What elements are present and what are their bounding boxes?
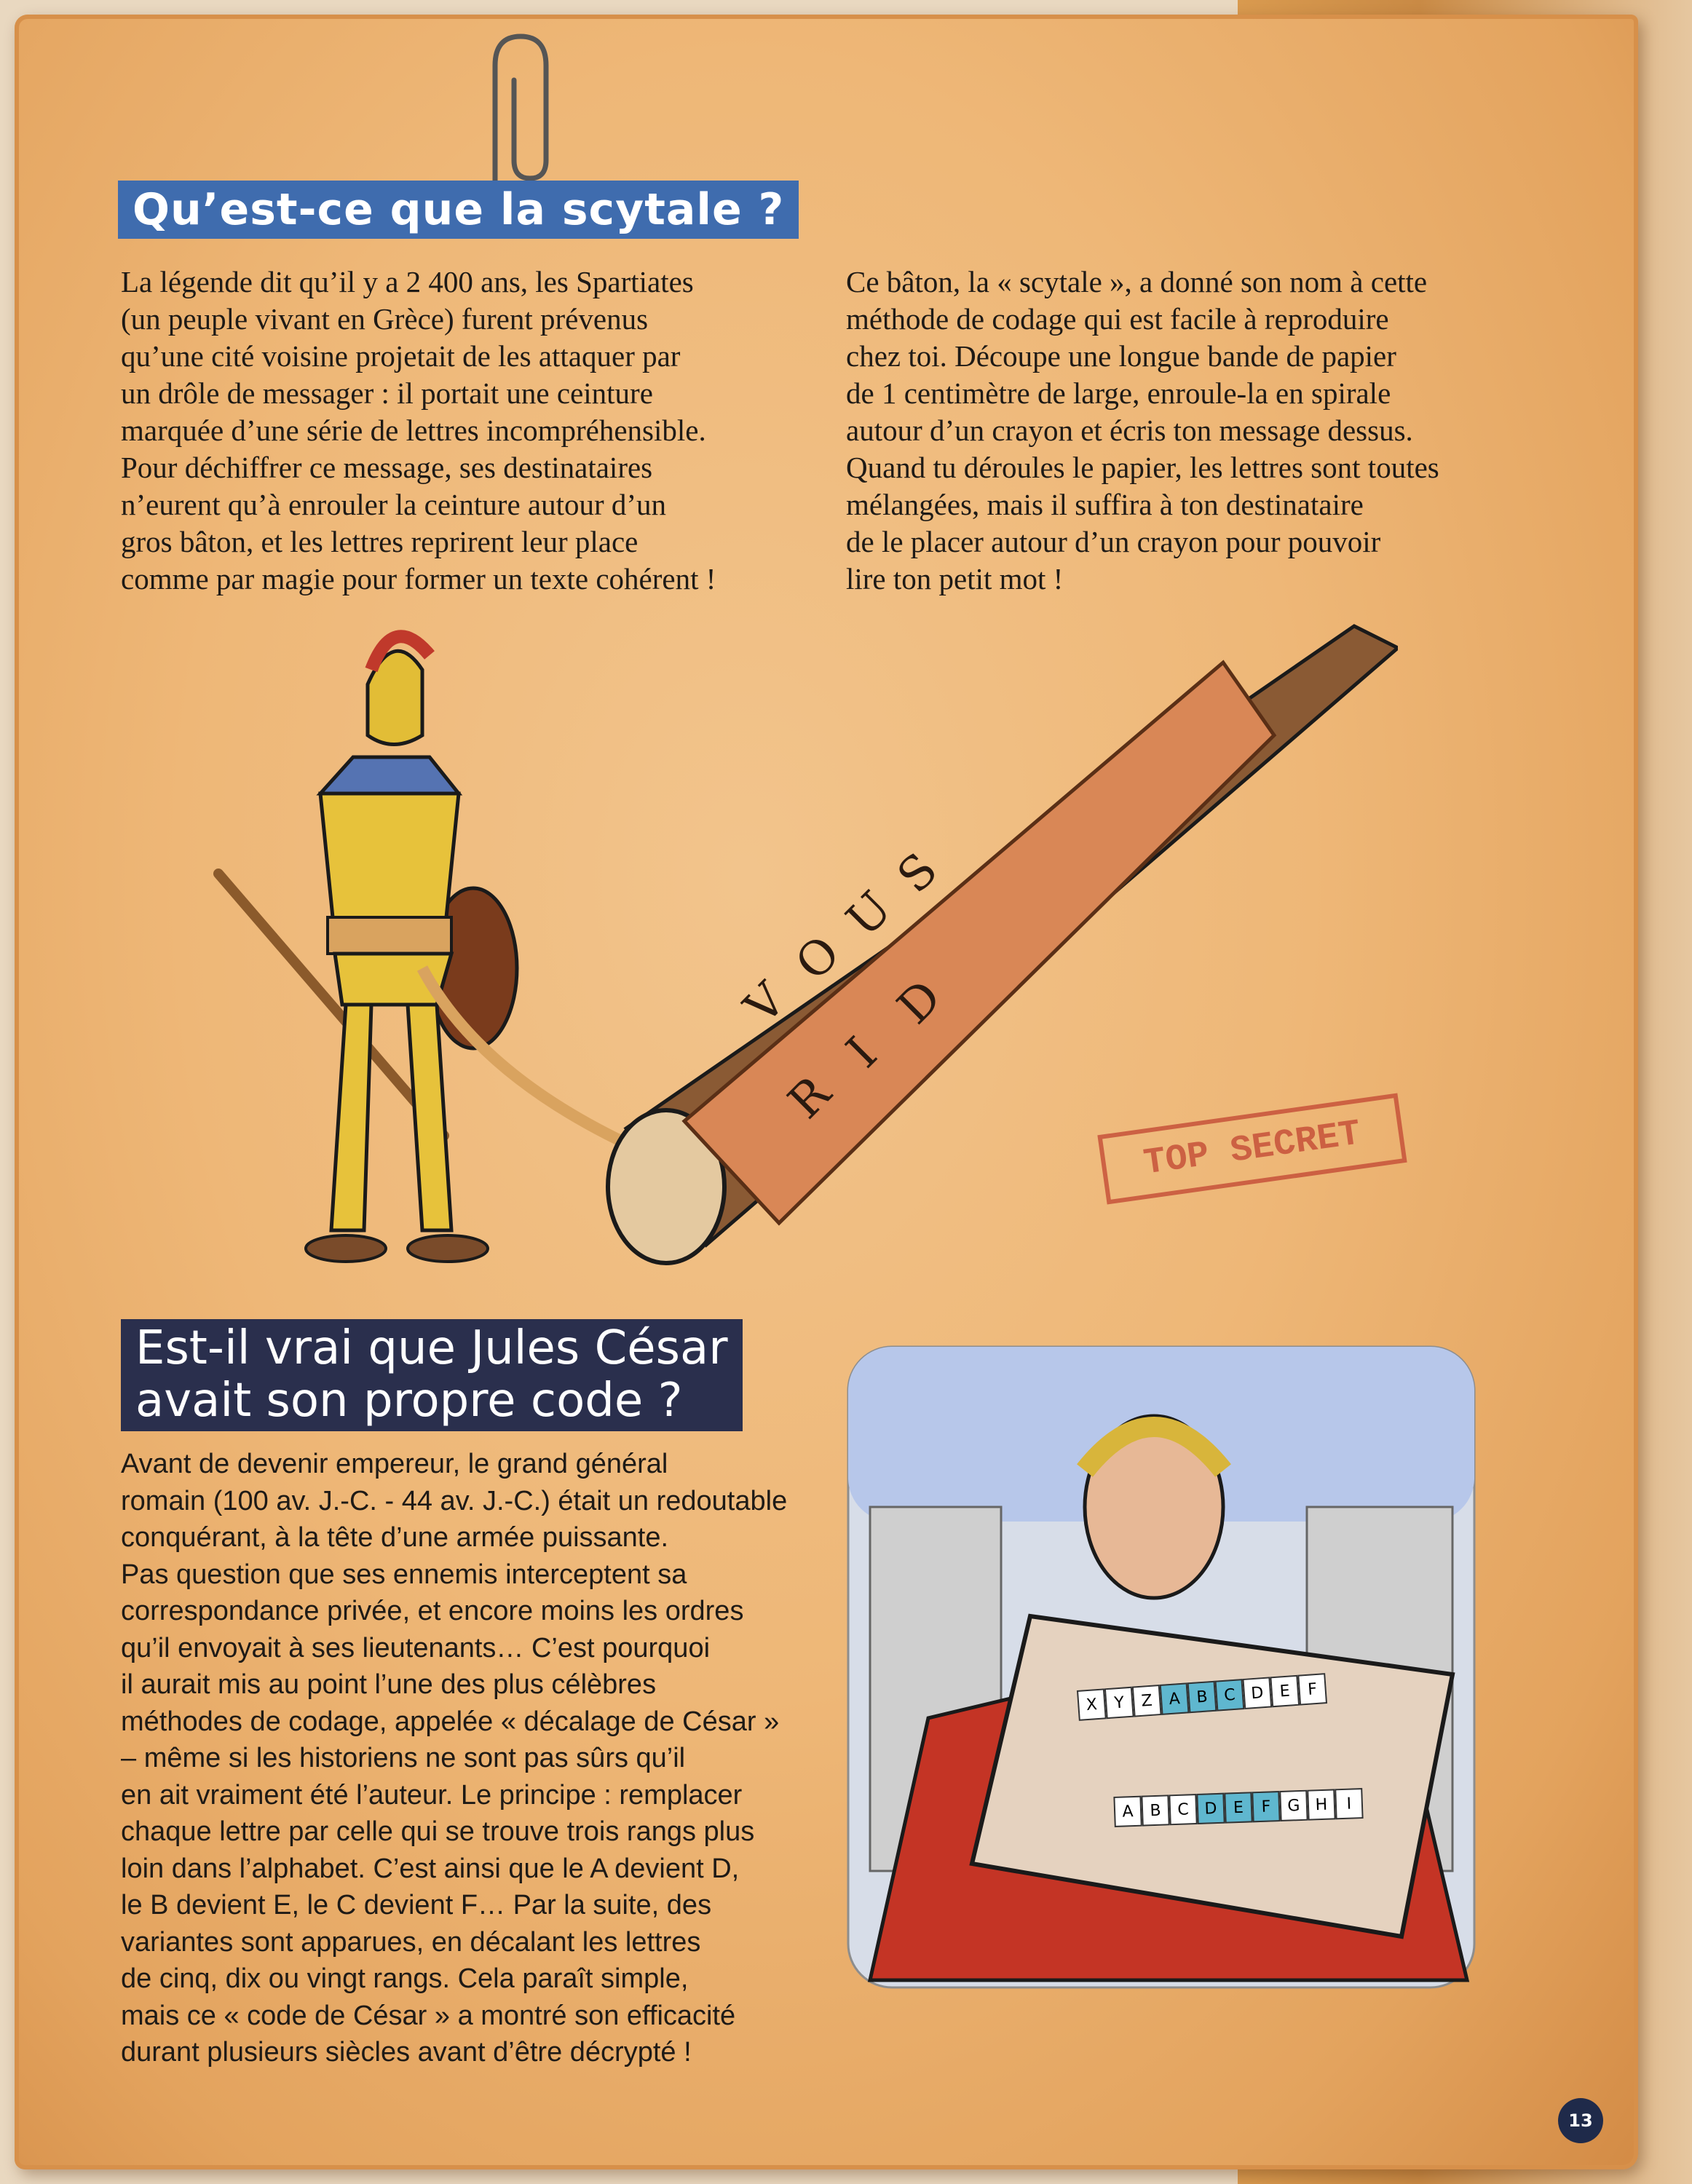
svg-text:R: R xyxy=(778,1066,842,1130)
cipher-letter: B xyxy=(1187,1681,1217,1714)
svg-text:D: D xyxy=(887,970,952,1035)
cipher-letter: X xyxy=(1077,1688,1107,1721)
scytale-text-left: La légende dit qu’il y a 2 400 ans, les Spartiates (un peuple vivant en Grèce) furent prévenus qu’une cité voisine projetait de les attaquer par un drôle de messager : il portait une ceinture marquée d’une série de lettres incompréhensible. Pour déchiffrer ce message, ses destinataires n’eurent qu’à enrouler la ceinture autour d’un gros bâton, et les lettres reprirent leur place comme par magie pour former un texte cohérent ! xyxy=(121,265,716,596)
cipher-letter: H xyxy=(1307,1789,1335,1820)
cipher-letter: D xyxy=(1196,1793,1225,1824)
spartan-warrior-illustration xyxy=(204,626,655,1281)
cipher-letter: Z xyxy=(1132,1685,1162,1717)
section-heading-caesar xyxy=(121,1319,743,1431)
cipher-letter: E xyxy=(1224,1792,1252,1823)
cipher-letter: E xyxy=(1270,1675,1300,1708)
cipher-letter: F xyxy=(1297,1673,1327,1706)
caesar-heading-line-1: Est-il vrai que Jules César xyxy=(135,1321,728,1375)
cipher-letter: Y xyxy=(1104,1687,1134,1720)
cipher-letter: I xyxy=(1335,1788,1363,1819)
caesar-heading-line-2: avait son propre code ? xyxy=(135,1374,683,1428)
scytale-text-right: Ce bâton, la « scytale », a donné son nom à cette méthode de codage qui est facile à reproduire chez toi. Découpe une longue bande de papier de 1 centimètre de large, enroule-la en spirale autour d’un crayon et écris ton message dessus. Quand tu déroules le papier, les lettres sont toutes mélangées, mais il suffira à ton destinataire de le placer autour d’un crayon pour pouvoir lire ton petit mot ! xyxy=(846,265,1439,596)
caesar-text: Avant de devenir empereur, le grand général romain (100 av. J.-C. - 44 av. J.-C.) était un redoutable conquérant, à la tête d’une armée puissante. Pas question que ses ennemis interceptent sa correspondance privée, et encore moins les ordres qu’il envoyait à ses lieutenants… C’est pourquoi il aurait mis au point l’une des plus célèbres méthodes de codage, appelée « décalage de César » – même si les historiens ne sont pas sûrs qu’il en ait vraiment été l’auteur. Le principe : remplacer chaque lettre par celle qui se trouve trois rangs plus loin dans l’alphabet. C’est ainsi que le A devient D, le B devient E, le C devient F… Par la suite, des variantes sont apparues, en décalant les lettres de cinq, dix ou vingt rangs. Cela paraît simple, mais ce « code de César » a montré son efficacité durant plusieurs siècles avant d’être décrypté ! xyxy=(121,1449,788,2068)
paperclip-icon xyxy=(466,22,568,197)
svg-text:U: U xyxy=(836,881,903,948)
cipher-letter: B xyxy=(1141,1795,1169,1826)
cipher-letter: C xyxy=(1214,1679,1244,1712)
page-number: 13 xyxy=(1558,2098,1603,2143)
cipher-letter: D xyxy=(1242,1677,1272,1709)
top-secret-stamp: TOP SECRET xyxy=(1097,1093,1407,1205)
section-heading-scytale: Qu’est-ce que la scytale ? xyxy=(118,181,799,239)
svg-text:S: S xyxy=(887,842,949,904)
cipher-letter: A xyxy=(1160,1682,1190,1715)
julius-caesar-illustration xyxy=(841,1340,1482,1995)
cipher-letter: A xyxy=(1113,1796,1142,1827)
cipher-letter: G xyxy=(1279,1790,1308,1821)
cipher-letter: F xyxy=(1252,1791,1280,1822)
svg-text:I: I xyxy=(836,1027,888,1079)
svg-text:V: V xyxy=(734,973,796,1035)
svg-text:O: O xyxy=(785,925,851,992)
cipher-letter: C xyxy=(1169,1794,1197,1825)
